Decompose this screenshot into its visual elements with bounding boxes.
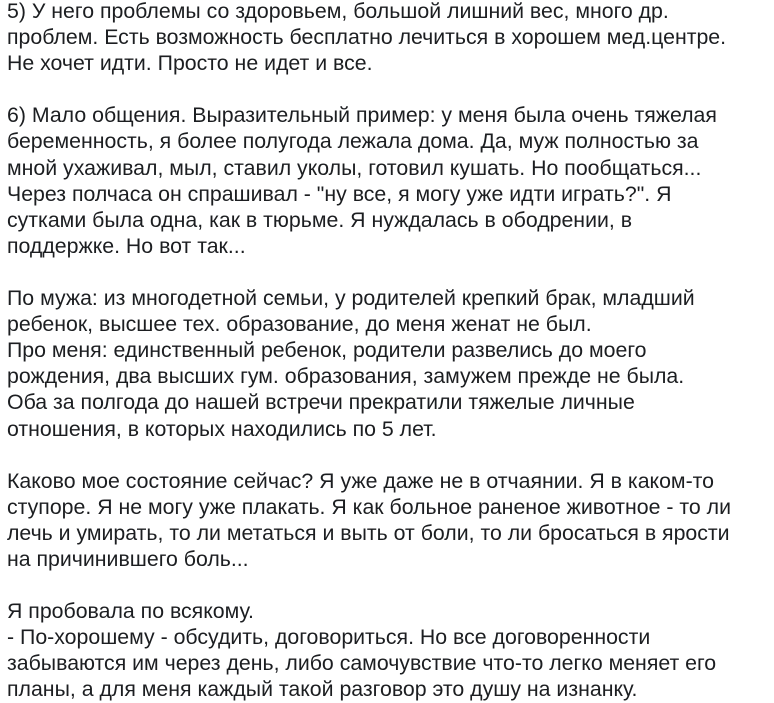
text-line: - По-хорошему - обсудить, договориться. Но все договоренности — [7, 625, 651, 650]
text-line: 6) Мало общения. Выразительный пример: у меня была очень тяжелая — [7, 103, 717, 128]
text-line: отношения, в которых находились по 5 лет. — [7, 416, 437, 441]
text-line: проблем. Есть возможность бесплатно лечиться в хорошем мед.центре. — [7, 25, 727, 50]
text-line: планы, а для меня каждый такой разговор это душу на изнанку. — [7, 677, 638, 702]
text-line: Каково мое состояние сейчас? Я уже даже не в отчаянии. Я в каком-то — [7, 468, 715, 493]
paragraph-gap — [7, 76, 769, 102]
paragraph-gap — [7, 442, 769, 468]
text-line: Оба за полгода до нашей встречи прекратили тяжелые личные — [7, 390, 635, 415]
text-line: Через полчаса он спрашивал - "ну все, я могу уже идти играть?". Я — [7, 181, 672, 206]
paragraph-state — [7, 468, 769, 572]
paragraph-background — [7, 285, 769, 442]
paragraph-point-5 — [7, 0, 769, 76]
text-line: беременность, я более полугода лежала дома. Да, муж полностью за — [7, 129, 699, 154]
text-line: Про меня: единственный ребенок, родители развелись до моего — [7, 338, 647, 363]
text-line: поддержке. Но вот так... — [7, 233, 246, 258]
text-line: на причинившего боль... — [7, 546, 249, 571]
text-line: забываются им через день, либо самочувствие что-то легко меняет его — [7, 651, 717, 676]
text-line: рождения, два высших гум. образования, замужем прежде не была. — [7, 364, 685, 389]
text-line: ступоре. Я не могу уже плакать. Я как больное раненое животное - то ли — [7, 494, 731, 519]
text-line: 5) У него проблемы со здоровьем, большой лишний вес, много др. — [7, 0, 669, 23]
post-text — [7, 0, 769, 703]
text-line: лечь и умирать, то ли метаться и выть от боли, то ли бросаться в ярости — [7, 520, 730, 545]
text-line: Я пробовала по всякому. — [7, 599, 254, 624]
text-line: По мужа: из многодетной семьи, у родителей крепкий брак, младший — [7, 286, 695, 311]
paragraph-point-6 — [7, 102, 769, 259]
paragraph-gap — [7, 259, 769, 285]
text-line: Не хочет идти. Просто не идет и все. — [7, 51, 373, 76]
text-line: мной ухаживал, мыл, ставил уколы, готовил кушать. Но пообщаться... — [7, 155, 702, 180]
text-line: ребенок, высшее тех. образование, до меня женат не был. — [7, 312, 592, 337]
paragraph-gap — [7, 572, 769, 598]
paragraph-attempts — [7, 598, 769, 702]
text-line: сутками была одна, как в тюрьме. Я нуждалась в ободрении, в — [7, 207, 633, 232]
